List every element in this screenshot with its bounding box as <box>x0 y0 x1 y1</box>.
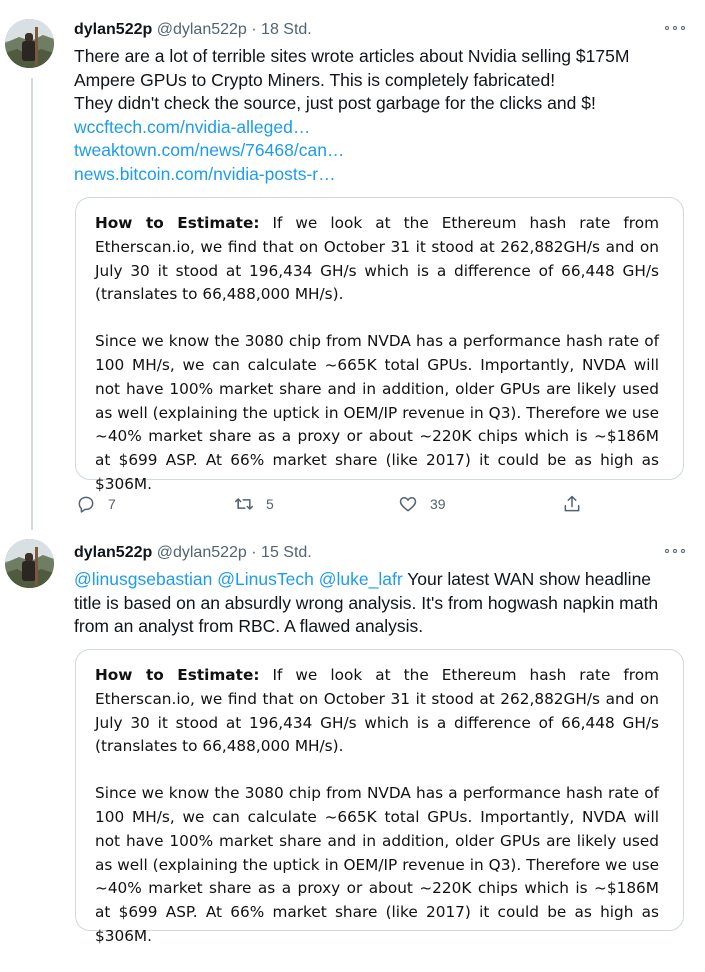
tweet-header <box>74 19 312 41</box>
share-icon <box>562 494 582 514</box>
tweet-text-line: title is based on an absurdly wrong analysis. It's from hogwash napkin math <box>74 592 659 613</box>
link-bitcoin-news[interactable]: news.bitcoin.com/nvidia-posts-r… <box>74 163 336 184</box>
tweet-header <box>74 542 312 564</box>
more-icon[interactable] <box>665 21 685 35</box>
card-heading: How to Estimate: <box>95 214 260 232</box>
tweet-text-line: from an analyst from RBC. A flawed analysis. <box>74 616 424 636</box>
display-name[interactable]: dylan522p <box>74 21 153 38</box>
display-name[interactable]: dylan522p <box>74 544 153 561</box>
link-wccftech[interactable]: wccftech.com/nvidia-alleged… <box>74 116 311 137</box>
timestamp[interactable]: 15 Std. <box>261 544 312 561</box>
image-card[interactable] <box>75 649 684 945</box>
tweet-text <box>74 568 674 639</box>
like-count: 39 <box>430 496 446 512</box>
retweet-count: 5 <box>266 496 274 512</box>
tweet-text-line: Ampere GPUs to Crypto Miners. This is completely fabricated! <box>74 69 556 90</box>
separator-dot: · <box>251 544 257 561</box>
tweet-text-segment: Your latest WAN show headline <box>402 569 652 589</box>
heart-icon <box>398 494 418 514</box>
tweet-text-line: There are a lot of terrible sites wrote articles about Nvidia selling $175M <box>74 46 630 66</box>
card-text <box>95 664 659 972</box>
share-button[interactable] <box>562 490 582 518</box>
card-paragraph-1: If we look at the Ethereum hash rate from Etherscan.io, we find that on October 31 it stood at 262,882GH/s and on July 30 it stood at 196,434 GH/s which is a difference of 66,448 GH/s (translates to 66,488,000 MH/s). <box>95 666 659 756</box>
card-paragraph-2: Since we know the 3080 chip from NVDA has a performance hash rate of 100 MH/s, we can calculate ~665K total GPUs. Importantly, NVDA will not have 100% market share and in addition, older GPUs are likely used as well (explaining the uptick in OEM/IP revenue in Q3). Therefore we use ~40% market share as a proxy or about ~220K chips which is ~$186M at $699 ASP. At 66% market share (like 2017) it could be as high as $306M. <box>95 784 659 945</box>
user-handle[interactable]: @dylan522p <box>156 21 247 38</box>
retweet-icon <box>234 494 254 514</box>
user-handle[interactable]: @dylan522p <box>156 544 247 561</box>
card-paragraph-1: If we look at the Ethereum hash rate from Etherscan.io, we find that on October 31 it stood at 262,882GH/s and on July 30 it stood at 196,434 GH/s which is a difference of 66,448 GH/s (translates to 66,488,000 MH/s). <box>95 214 659 304</box>
separator-dot: · <box>251 21 257 38</box>
link-tweaktown[interactable]: tweaktown.com/news/76468/can… <box>74 140 345 160</box>
retweet-button[interactable] <box>234 490 274 518</box>
mention-luke-lafr[interactable]: @luke_lafr <box>318 569 403 589</box>
reply-icon <box>76 494 96 514</box>
tweet-text-line <box>74 568 674 592</box>
action-bar <box>0 490 705 518</box>
thread-line <box>31 78 33 530</box>
tweet-2[interactable] <box>0 530 705 943</box>
like-button[interactable] <box>398 490 446 518</box>
image-card[interactable] <box>75 197 684 493</box>
mention-linusgsebastian[interactable]: @linusgsebastian <box>74 569 213 589</box>
tweet-text <box>74 45 674 186</box>
reply-count: 7 <box>108 496 116 512</box>
card-heading: How to Estimate: <box>95 666 260 684</box>
avatar[interactable] <box>5 539 54 588</box>
avatar-image <box>5 19 54 68</box>
avatar[interactable] <box>5 19 54 68</box>
card-paragraph-2: Since we know the 3080 chip from NVDA has a performance hash rate of 100 MH/s, we can calculate ~665K total GPUs. Importantly, NVDA will not have 100% market share and in addition, older GPUs are likely used as well (explaining the uptick in OEM/IP revenue in Q3). Therefore we use ~40% market share as a proxy or about ~220K chips which is ~$186M at $699 ASP. At 66% market share (like 2017) it could be as high as $306M. <box>95 332 659 493</box>
card-text <box>95 212 659 520</box>
avatar-image <box>5 539 54 588</box>
more-icon[interactable] <box>665 544 685 558</box>
timestamp[interactable]: 18 Std. <box>261 21 312 38</box>
mention-linustech[interactable]: @LinusTech <box>217 569 314 589</box>
tweet-text-line: They didn't check the source, just post garbage for the clicks and $! <box>74 93 596 113</box>
reply-button[interactable] <box>76 490 116 518</box>
